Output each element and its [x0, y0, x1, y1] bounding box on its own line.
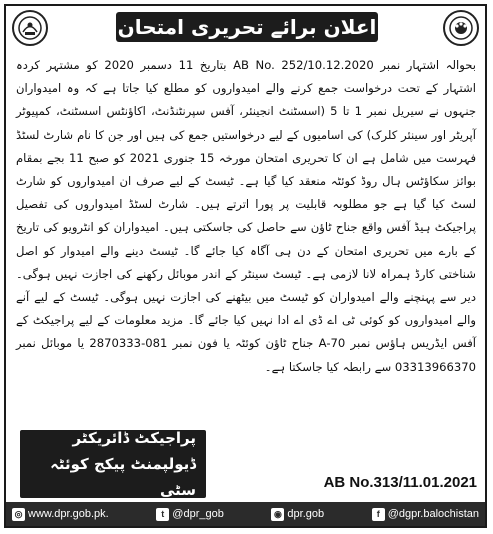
footer-instagram[interactable] [271, 508, 324, 521]
ad-number: AB No.313/11.01.2021 [323, 474, 477, 491]
government-emblem-left [12, 10, 48, 46]
globe-icon: ◎ [12, 508, 25, 521]
website-text: www.dpr.gob.pk. [28, 508, 109, 520]
twitter-text: @dpr_gob [172, 508, 224, 520]
crest-icon [448, 15, 474, 41]
signature-block [20, 430, 206, 498]
signature-title: پراجیکٹ ڈائریکٹر [72, 429, 196, 447]
emblem-icon [17, 15, 43, 41]
page-title: اعلان برائے تحریری امتحان [116, 12, 378, 42]
facebook-icon: f [372, 508, 385, 521]
signature-organization: ڈیولپمنٹ پیکج کوئٹہ سٹی [50, 455, 196, 499]
balochistan-emblem-right [443, 10, 479, 46]
announcement-paragraph: بحوالہ اشتہار نمبر AB No. 252/10.12.2020 بتاریخ 11 دسمبر 2020 کو مشتہر کردہ اشتہار کے تحت درخواست جمع کرنے والے امیدواروں کو مطلع کیا جاتا ہے کہ وہ امیدواران جنہوں نے سیریل نمبر 1 تا 5 (اسسٹنٹ انجینئر، آفس سپرنٹنڈنٹ، اکاؤنٹس اسسٹنٹ، کمپیوٹر آپریٹر اور سینئر کلرک) کی اسامیوں کے لیے درخواستیں جمع کی ہیں اور جن کا نام شارٹ لسٹڈ فہرست میں شامل ہے ان کا تحریری امتحان مورخہ 15 جنوری 2021 کو صبح 11 بجے بمقام بوائز سکاؤٹس ہال روڈ کوئٹہ منعقد کیا گیا ہے۔ ٹیسٹ کے لیے صرف ان امیدواروں کو شارٹ لسٹ کیا گیا ہے جو مطلوبہ قابلیت پر پورا اترتے ہیں۔ شارٹ لسٹڈ امیدواروں کی تفصیل پراجیکٹ ہیڈ آفس واقع جناح ٹاؤن سے حاصل کی جاسکتی ہیں۔ امیدواران کو انٹرویو کی تاریخ کے بارے میں تحریری امتحان کے دن ہی آگاہ کیا جائے گا۔ ٹیسٹ دینے والے امیدوار کو اصل شناختی کارڈ ہمراہ لانا لازمی ہے۔ ٹیسٹ سینٹر کے اندر موبائل رکھنے کی اجازت نہیں ہوگی۔ دیر سے پہنچنے والے امیدواران کو ٹیسٹ میں بیٹھنے کی اجازت نہیں ہوگی۔ ٹیسٹ کے لیے آنے والے امیدواروں کو کوئی ٹی اے ڈی اے ادا نہیں کیا جائے گا۔ مزید معلومات کے لیے پراجیکٹ کے آفس ایڈریس ہاؤس نمبر A-70 جناح ٹاؤن کوئٹہ یا فون نمبر 081-2870333 یا موبائل نمبر 03313966370 سے رابطہ کیا جاسکتا ہے۔ [16, 58, 477, 374]
announcement-body [16, 54, 476, 379]
advertisement-frame [4, 4, 487, 528]
instagram-icon: ◉ [271, 508, 284, 521]
footer-twitter[interactable] [156, 508, 224, 521]
header [6, 6, 485, 52]
footer-website[interactable] [12, 508, 109, 521]
instagram-text: dpr.gob [287, 508, 325, 520]
footer-bar [6, 502, 485, 526]
footer-facebook[interactable] [372, 508, 479, 521]
facebook-text: @dgpr.balochistan [387, 508, 479, 520]
twitter-icon: t [156, 508, 169, 521]
